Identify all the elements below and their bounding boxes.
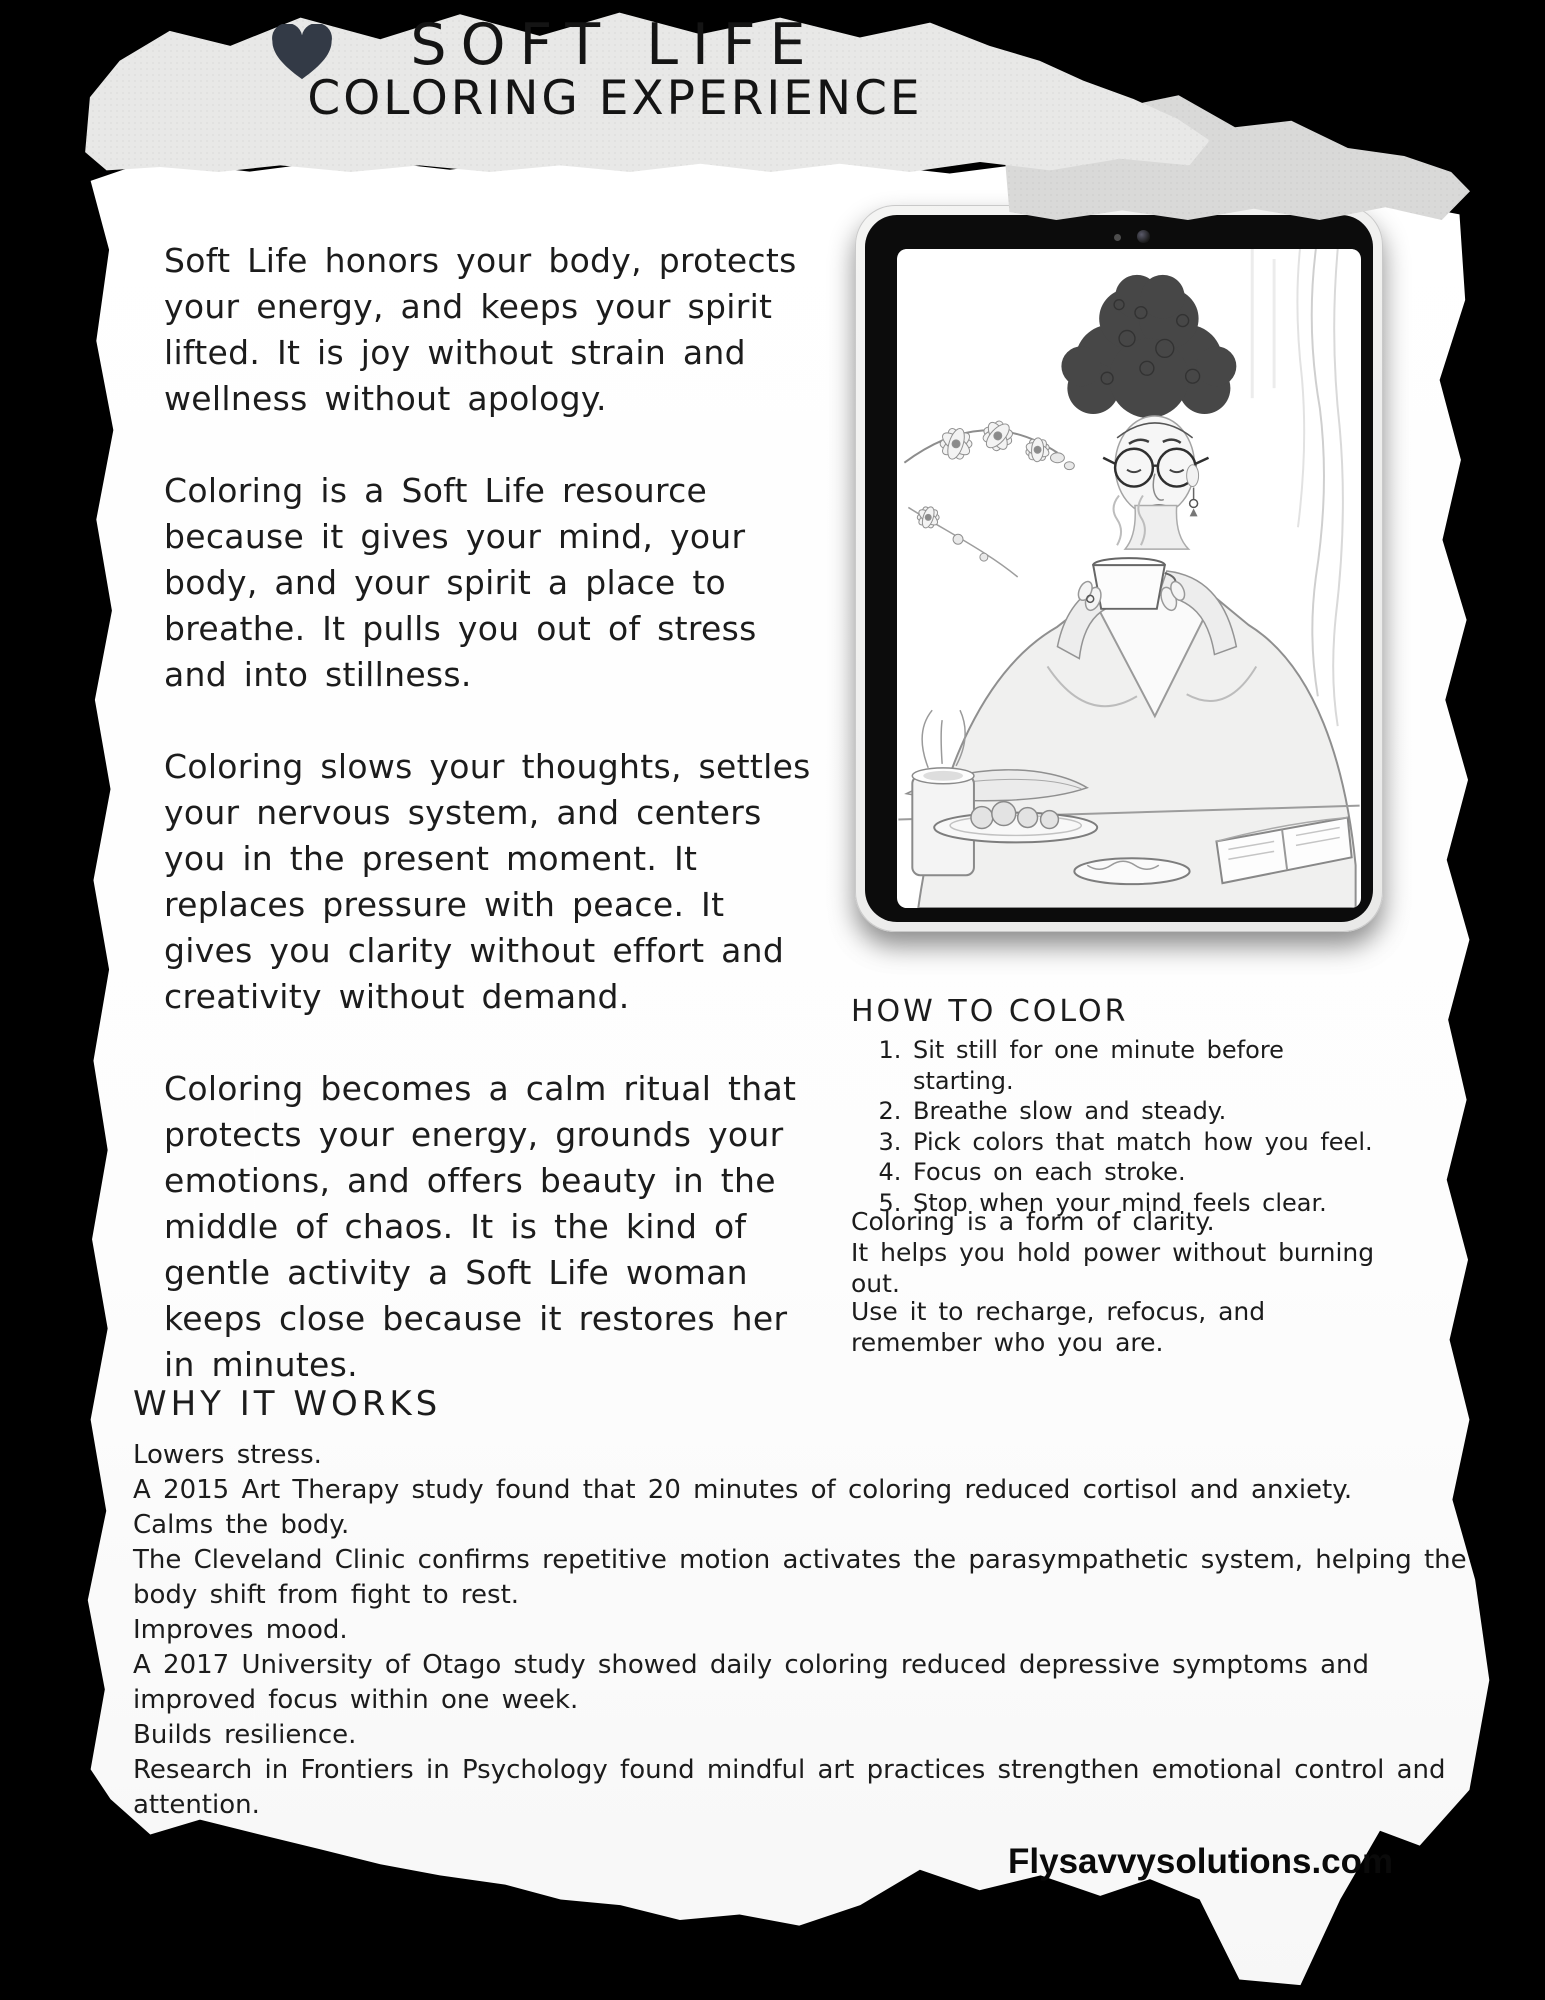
- clarity-line-1: Coloring is a form of clarity.: [851, 1207, 1215, 1236]
- benefit-detail: A 2017 University of Otago study showed daily coloring reduced depressive symptoms and improved focus within one week.: [133, 1650, 1370, 1715]
- benefit-detail: Research in Frontiers in Psychology found mindful art practices strengthen emotional control and attention.: [133, 1755, 1446, 1820]
- step-3: 3. Pick colors that match how you feel.: [913, 1127, 1396, 1158]
- step-2: 2. Breathe slow and steady.: [913, 1096, 1396, 1127]
- how-to-color-heading: HOW TO COLOR: [851, 994, 1129, 1029]
- how-to-color-steps: [851, 1035, 1396, 1218]
- camera-dot-icon: [1114, 234, 1121, 241]
- intro-paragraphs: [164, 238, 814, 1434]
- title-line2: COLORING EXPERIENCE: [307, 71, 923, 127]
- clarity-line-2: It helps you hold power without burning out.: [851, 1238, 1375, 1298]
- clarity-note: [851, 1206, 1411, 1299]
- benefit-detail: The Cleveland Clinic confirms repetitive motion activates the parasympathetic system, helping the body shift from fight to rest.: [133, 1545, 1467, 1610]
- camera-lens-icon: [1137, 230, 1150, 243]
- step-4: 4. Focus on each stroke.: [913, 1157, 1396, 1188]
- tablet-mockup: [855, 205, 1383, 932]
- step-5: 5. Stop when your mind feels clear.: [913, 1188, 1396, 1219]
- tablet-bezel: [865, 215, 1373, 922]
- intro-paragraph-4: Coloring becomes a calm ritual that protects your energy, grounds your emotions, and offers beauty in the middle of chaos. It is the kind of gentle activity a Soft Life woman keeps close because it restores her in minutes.: [164, 1069, 797, 1384]
- intro-paragraph-3: Coloring slows your thoughts, settles your nervous system, and centers you in the present moment. It replaces pressure with peace. It gives you clarity without effort and creativity without demand.: [164, 747, 811, 1016]
- why-it-works-heading: WHY IT WORKS: [133, 1384, 442, 1424]
- intro-paragraph-1: Soft Life honors your body, protects your energy, and keeps your spirit lifted. It is joy without strain and wellness without apology.: [164, 241, 797, 418]
- website-url: Flysavvysolutions.com: [1008, 1842, 1394, 1881]
- intro-paragraph-2: Coloring is a Soft Life resource because it gives your mind, your body, and your spirit a place to breathe. It pulls you out of stress and into stillness.: [164, 471, 757, 694]
- benefit-label: Builds resilience.: [133, 1720, 357, 1750]
- tablet-screen: [897, 249, 1361, 908]
- step-1: 1. Sit still for one minute before starting.: [913, 1035, 1396, 1096]
- benefit-detail: A 2015 Art Therapy study found that 20 minutes of coloring reduced cortisol and anxiety.: [133, 1475, 1353, 1505]
- page-title: [265, 12, 965, 127]
- usage-note: Use it to recharge, refocus, and remember who you are.: [851, 1297, 1266, 1357]
- benefit-label: Lowers stress.: [133, 1440, 322, 1470]
- title-line1: SOFT LIFE: [410, 12, 820, 78]
- why-it-works-section: [133, 1384, 1503, 1823]
- benefit-label: Improves mood.: [133, 1615, 348, 1645]
- benefit-label: Calms the body.: [133, 1510, 350, 1540]
- how-to-color-section: [851, 994, 1396, 1218]
- tablet-illustration: [897, 249, 1361, 908]
